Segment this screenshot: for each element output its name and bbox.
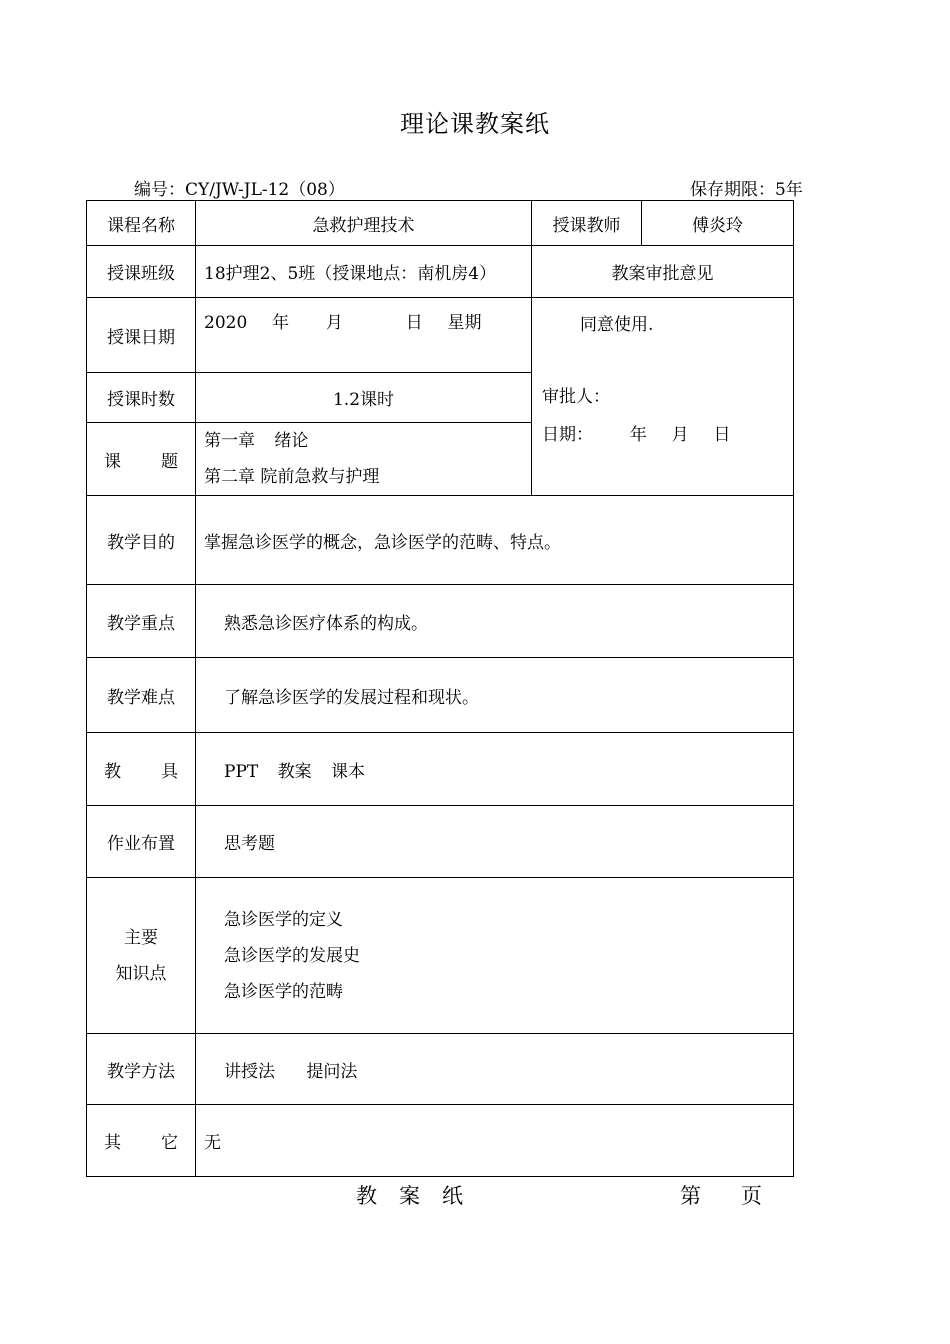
- goal-label: 教学目的: [87, 496, 196, 585]
- footer-left-3: 纸: [442, 1184, 463, 1208]
- difficulty-label: 教学难点: [87, 658, 196, 733]
- class-label: 授课班级: [87, 246, 196, 298]
- tools-value: [196, 733, 794, 806]
- approval-month-unit: 月: [671, 425, 689, 445]
- other-label: [87, 1105, 196, 1177]
- footer-left-2: 案: [399, 1184, 420, 1208]
- class-value: 18护理2、5班（授课地点：南机房4）: [196, 246, 532, 298]
- difficulty-row: [87, 658, 794, 733]
- tools-item-plan: 教案: [277, 761, 312, 782]
- retention-period: 保存期限：5年: [690, 180, 803, 200]
- tools-label: [87, 733, 196, 806]
- approval-cell: [532, 298, 794, 496]
- tools-item-ppt: PPT: [224, 761, 259, 782]
- homework-label: 作业布置: [87, 806, 196, 878]
- homework-value: 思考题: [196, 806, 794, 878]
- knowledge-item: 急诊医学的发展史: [224, 945, 360, 966]
- knowledge-label-line1: 主要: [124, 927, 158, 948]
- approval-day-unit: 日: [713, 425, 731, 445]
- footer-right-1: 第: [680, 1184, 701, 1208]
- tools-label-a: 教: [104, 761, 121, 782]
- class-row: [87, 246, 794, 298]
- other-value: 无: [196, 1105, 794, 1177]
- method-row: [87, 1034, 794, 1105]
- date-day-unit: 日: [405, 313, 423, 333]
- hours-value: 1.2课时: [196, 373, 532, 423]
- other-label-b: 它: [161, 1133, 178, 1153]
- key-row: [87, 585, 794, 658]
- approval-date-label: 日期：: [542, 425, 593, 445]
- topic-value: [196, 423, 532, 496]
- knowledge-label-line2: 知识点: [115, 963, 167, 984]
- footer-left-1: 教: [356, 1184, 377, 1208]
- knowledge-item: 急诊医学的范畴: [224, 981, 343, 1002]
- homework-row: [87, 806, 794, 878]
- goal-row: [87, 496, 794, 585]
- method-item-question: 提问法: [306, 1061, 358, 1082]
- knowledge-item: 急诊医学的定义: [224, 909, 343, 930]
- topic-label: [87, 423, 196, 496]
- teacher-label: 授课教师: [532, 201, 642, 246]
- method-value: [196, 1034, 794, 1105]
- footer-left: [356, 1180, 463, 1210]
- knowledge-label: [87, 878, 196, 1034]
- topic-label-a: 课: [104, 451, 121, 472]
- lesson-plan-table: [86, 200, 794, 1177]
- document-code: 编号：CY/JW-JL-12（08）: [134, 180, 345, 200]
- course-row: [87, 201, 794, 246]
- course-name-label: 课程名称: [87, 201, 196, 246]
- date-row: [87, 298, 794, 373]
- footer-page: [680, 1180, 762, 1210]
- method-item-lecture: 讲授法: [224, 1061, 275, 1082]
- other-row: [87, 1105, 794, 1177]
- date-weekday: 星期: [447, 313, 482, 333]
- topic-chapter-1-title: 绪论: [274, 431, 309, 451]
- difficulty-value: 了解急诊医学的发展过程和现状。: [196, 658, 794, 733]
- date-label: 授课日期: [87, 298, 196, 373]
- approver-label: 审批人：: [542, 387, 610, 407]
- key-value: 熟悉急诊医疗体系的构成。: [196, 585, 794, 658]
- topic-chapter-2-title: 院前急救与护理: [260, 467, 380, 487]
- date-value: [196, 298, 532, 373]
- approval-header: 教案审批意见: [532, 246, 794, 298]
- tools-item-book: 课本: [331, 761, 366, 782]
- teacher-value: 傅炎玲: [642, 201, 794, 246]
- date-year: 2020: [204, 313, 248, 333]
- method-label: 教学方法: [87, 1034, 196, 1105]
- course-name-value: 急救护理技术: [196, 201, 532, 246]
- topic-label-b: 题: [161, 451, 178, 472]
- key-label: 教学重点: [87, 585, 196, 658]
- other-label-a: 其: [104, 1133, 121, 1153]
- date-year-unit: 年: [272, 313, 290, 333]
- tools-row: [87, 733, 794, 806]
- approval-year-unit: 年: [629, 425, 647, 445]
- page-title: 理论课教案纸: [400, 110, 550, 138]
- tools-label-b: 具: [161, 761, 178, 782]
- topic-chapter-2: 第二章: [204, 467, 255, 487]
- hours-label: 授课时数: [87, 373, 196, 423]
- footer-right-2: 页: [741, 1184, 762, 1208]
- topic-chapter-1: 第一章: [204, 431, 255, 451]
- date-month-unit: 月: [325, 313, 343, 333]
- knowledge-value: [196, 878, 794, 1034]
- approval-opinion: 同意使用.: [580, 315, 654, 335]
- approval-date: [542, 420, 730, 445]
- goal-value: 掌握急诊医学的概念，急诊医学的范畴、特点。: [196, 496, 794, 585]
- knowledge-row: [87, 878, 794, 1034]
